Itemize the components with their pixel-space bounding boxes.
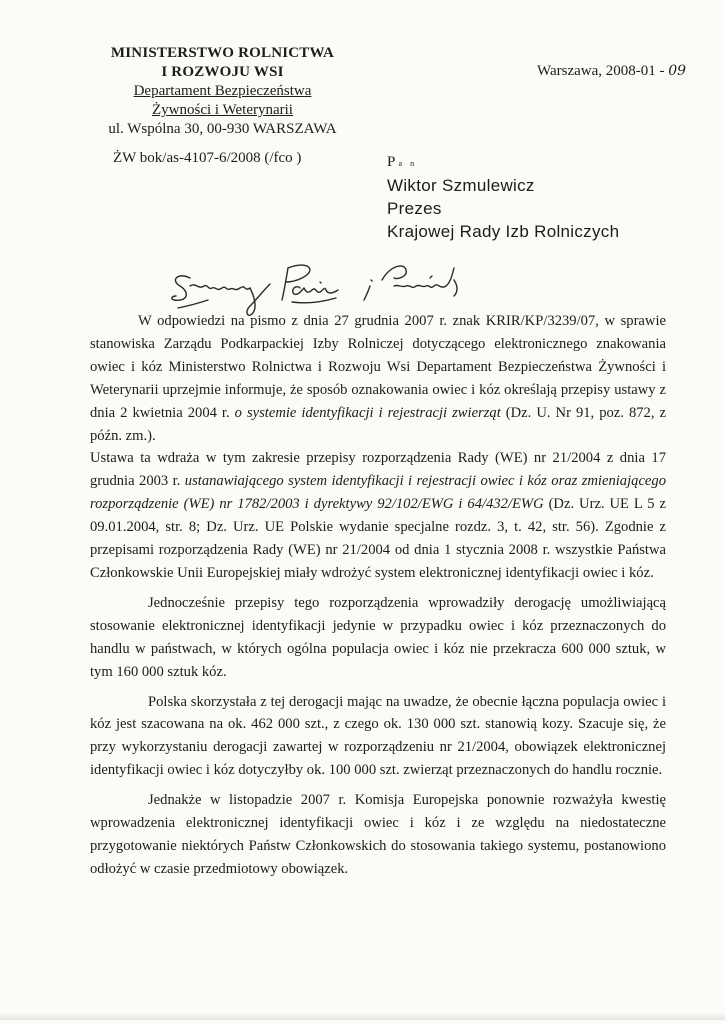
- letter-date: [537, 63, 686, 80]
- addressee-organization: Krajowej Rady Izb Rolniczych: [387, 222, 620, 241]
- sender-address: ul. Wspólna 30, 00-930 WARSZAWA: [108, 121, 337, 137]
- scan-edge: [0, 1012, 725, 1020]
- paragraph-1-text: W odpowiedzi na pismo z dnia 27 grudnia 2007 r. znak KRIR/KP/3239/07, w sprawie stanowiska Zarządu Podkarpackiej Izby Rolniczej dotyczącego elektronicznego znakowania owiec i kóz Ministerstwo Rolnictwa i Rozwoju Wsi Departament Bezpieczeństwa Żywności i Weterynarii uprzejmie informuje, że sposób oznakowania owiec i kóz określają przepisy ustawy z dnia 2 kwietnia 2004 r.: [90, 313, 666, 421]
- body-paragraph-4: Polska skorzystała z tej derogacji mając na uwadze, że obecnie łączna populacja owiec i kóz jest szacowana na ok. 462 000 szt., z czego ok. 130 000 szt. stanowią kozy. Szacuje się, że przy wykorzystaniu derogacji zawartej w rozporządzeniu nr 21/2004, obowiązek elektronicznej identyfikacji owiec i kóz dotyczyłby ok. 100 000 szt. zwierząt przeznaczonych do handlu rocznie.: [90, 693, 666, 779]
- body-paragraph-1: [90, 310, 666, 447]
- letter-body: [90, 310, 666, 881]
- addressee-name: Wiktor Szmulewicz: [387, 176, 535, 195]
- pan-rest: a n: [398, 159, 418, 168]
- reference-number: ŻW bok/as-4107-6/2008 (/fco ): [113, 150, 302, 166]
- body-paragraph-3: Jednocześnie przepisy tego rozporządzenia wprowadziły derogację umożliwiającą stosowanie elektronicznej identyfikacji jedynie w przypadku owiec i kóz przeznaczonych do handlu w państwach, w których ogólna populacja owiec i kóz nie przekracza 600 000 sztuk, w tym 160 000 sztuk kóz.: [90, 594, 666, 680]
- body-paragraph-5: Jednakże w listopadzie 2007 r. Komisja Europejska ponownie rozważyła kwestię wprowadzenia elektronicznej identyfikacji owiec i kóz i ze względu na niedostateczne przygotowanie niektórych Państw Członkowskich do stosowania takiego systemu, postanowiono odłożyć w czasie przedmiotowy obowiązek.: [90, 792, 666, 877]
- handwritten-salutation: [168, 256, 488, 318]
- paragraph-2-text: Ustawa ta wdraża w tym zakresie przepisy rozporządzenia Rady (WE) nr 21/2004 z dnia 17 grudnia 2003 r.: [90, 450, 666, 490]
- sender-block: [95, 44, 350, 139]
- addressee-title: Prezes: [387, 199, 442, 218]
- paragraph-2-end: (Dz. Urz. UE L 5 z 09.01.2004, str. 8; Dz. Urz. UE Polskie wydanie specjalne rozdz. 3, t. 42, str. 56). Zgodnie z przepisami rozporządzenia Rady (WE) nr 21/2004 od dnia 1 stycznia 2008 r. wszystkie Państwa Członkowskie Unii Europejskiej miały wdrożyć system elektronicznej identyfikacji owiec i kóz.: [90, 496, 666, 581]
- department-line2: Żywności i Weterynarii: [152, 102, 293, 118]
- addressee-block: [387, 174, 619, 243]
- body-paragraph-2: [90, 447, 666, 584]
- department-line1: Departament Bezpieczeństwa: [133, 83, 312, 99]
- salutation-handwriting-image: [168, 256, 488, 318]
- date-handwritten-day: 09: [668, 63, 687, 79]
- ministry-name-line2: I ROZWOJU WSI: [161, 64, 284, 80]
- paragraph-1-end: (Dz. U. Nr 91, poz. 872, z późn. zm.).: [90, 404, 666, 444]
- paragraph-2-italic: ustanawiającego system identyfikacji i rejestracji owiec i kóz oraz zmieniającego rozporządzenie (WE) nr 1782/2003 i dyrektywy 92/102/EWG i 64/432/EWG: [90, 473, 666, 513]
- paragraph-1-italic: o systemie identyfikacji i rejestracji zwierząt: [234, 404, 501, 421]
- pan-initial: P: [387, 154, 395, 170]
- date-printed: Warszawa, 2008-01 -: [537, 63, 665, 79]
- ministry-name-line1: MINISTERSTWO ROLNICTWA: [110, 45, 335, 61]
- addressee-prefix: [387, 154, 417, 171]
